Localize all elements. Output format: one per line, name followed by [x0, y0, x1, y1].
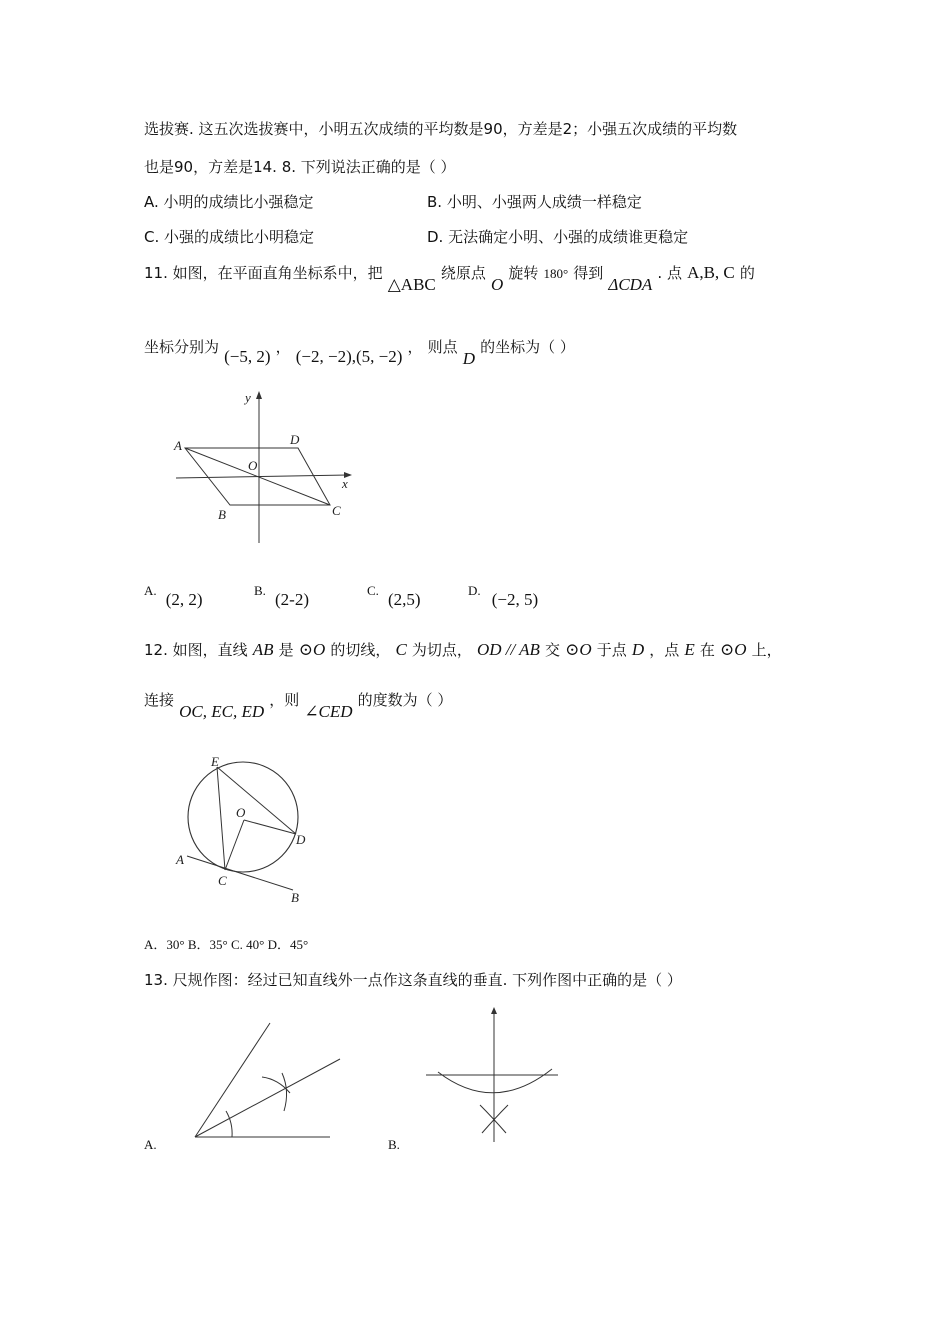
q13-label-b: B.	[388, 1137, 400, 1152]
q10-option-a: A. 小明的成绩比小强稳定	[144, 193, 314, 211]
q13b-arrow	[491, 1007, 497, 1014]
q13a-bisector	[195, 1059, 340, 1137]
q11-label-x: x	[342, 476, 348, 491]
q12-stem-line1: 12. 如图，直线 AB 是 ⊙O 的切线， C 为切点， OD // AB 交 ⊙O 于点 D ，点 E 在 ⊙O 上，	[144, 640, 782, 659]
q11-label-c: C	[332, 503, 341, 518]
q11-y-arrow	[256, 391, 262, 399]
q11-option-a: A. (2, 2)	[144, 583, 203, 609]
q13a-arc	[226, 1111, 232, 1137]
q11-label-a: A	[174, 438, 182, 453]
q11-label-b: B	[218, 507, 226, 522]
q13a-ray-upper	[195, 1023, 270, 1137]
q11-triangle-abc: △ABC	[387, 275, 436, 294]
q12-label-c: C	[218, 873, 227, 888]
q12-stem-line2: 连接 OC, EC, ED ，则 ∠CED 的度数为（ ）	[144, 691, 453, 721]
q12-label-o: O	[236, 805, 246, 820]
q10-option-b: B. 小明、小强两人成绩一样稳定	[427, 193, 642, 211]
q11-option-d: D. (−2, 5)	[468, 583, 539, 609]
q12-segment-ec	[217, 767, 225, 870]
q12-segment-oc	[225, 820, 244, 870]
q13b-arc	[438, 1069, 552, 1093]
q13a-cross-arc2	[282, 1073, 287, 1111]
q11-label-d: D	[290, 432, 300, 447]
q12-label-a: A	[176, 852, 184, 867]
q11-figure	[170, 388, 370, 548]
q11-diagonal-ac	[185, 448, 330, 505]
q12-tangent-ab	[187, 856, 293, 890]
q13-figure-b	[420, 1005, 570, 1150]
q13b-cross-arc2	[482, 1105, 508, 1133]
q10-line1: 选拔赛. 这五次选拔赛中，小明五次成绩的平均数是90，方差是2；小强五次成绩的平均数	[144, 120, 738, 138]
q11-stem-line1: 11. 如图，在平面直角坐标系中，把 △ABC 绕原点 O 旋转 180° 得到 ΔCDA . 点 A,B, C 的	[144, 263, 755, 294]
q10-option-d: D. 无法确定小明、小强的成绩谁更稳定	[427, 228, 689, 246]
q13b-cross-arc1	[480, 1105, 506, 1133]
q11-rotation-angle: 180°	[543, 266, 569, 281]
q11-points-abc: A,B, C	[687, 263, 735, 282]
q11-label-o: O	[248, 458, 258, 473]
q11-stem-line2: 坐标分别为 (−5, 2) ， (−2, −2),(5, −2) ， 则点 D 的坐标为（ ）	[144, 338, 575, 368]
q11-origin-o: O	[490, 275, 504, 294]
q11-label-y: y	[245, 390, 251, 405]
q12-label-e: E	[211, 754, 219, 769]
q11-point-d: D	[462, 349, 475, 368]
q12-options: A．30° B．35° C. 40° D．45°	[144, 937, 309, 952]
q11-coord-a: (−5, 2)	[224, 347, 271, 366]
q10-option-c: C. 小强的成绩比小明稳定	[144, 228, 315, 246]
q13-stem: 13. 尺规作图：经过已知直线外一点作这条直线的垂直. 下列作图中正确的是（ ）	[144, 971, 682, 989]
q10-line2: 也是90，方差是14. 8. 下列说法正确的是（ ）	[144, 158, 456, 176]
q11-option-b: B. (2-2)	[254, 583, 309, 609]
q12-figure	[170, 752, 340, 912]
q11-triangle-cda: ΔCDA	[608, 275, 653, 294]
q11-x-axis	[176, 475, 348, 478]
q12-label-d: D	[296, 832, 306, 847]
q11-option-c: C. (2,5)	[367, 583, 421, 609]
q12-label-b: B	[291, 890, 299, 905]
q12-segment-ed	[217, 767, 296, 834]
q13-figure-a	[190, 1015, 350, 1145]
q11-coord-bc: (−2, −2),(5, −2)	[295, 347, 403, 366]
q13-label-a: A.	[144, 1137, 157, 1152]
